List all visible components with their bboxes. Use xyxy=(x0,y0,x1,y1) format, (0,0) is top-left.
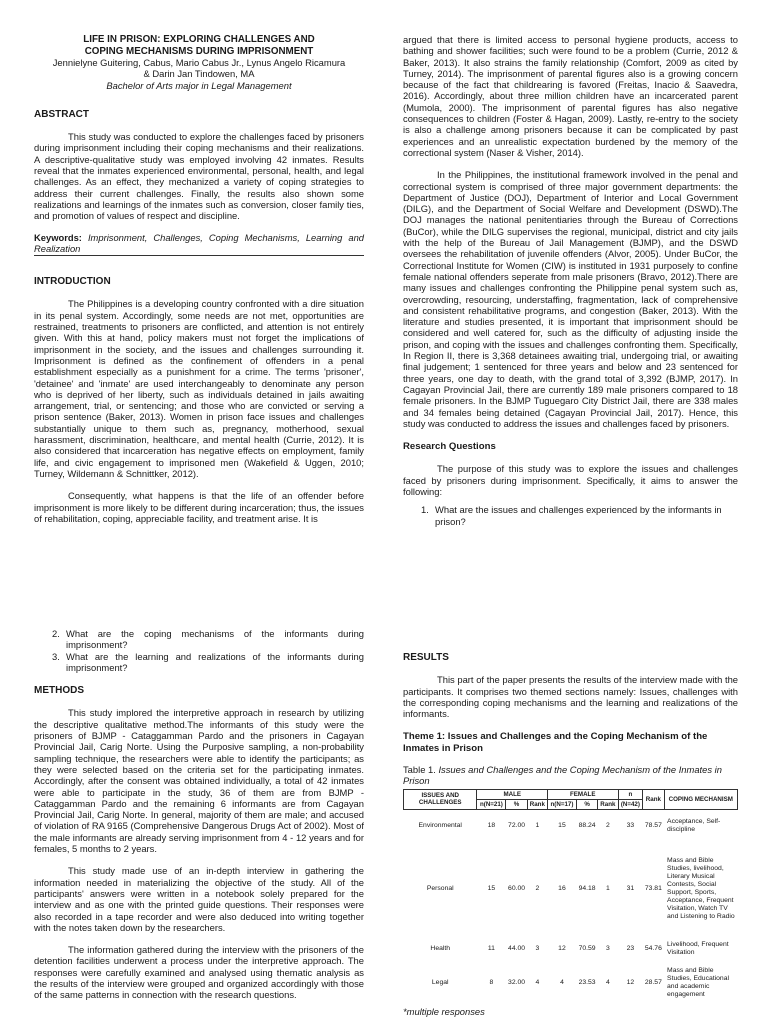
research-question-2-number: 2. xyxy=(52,628,60,639)
left-column-bottom xyxy=(34,628,364,1001)
cell-male-n: 11 xyxy=(487,945,495,953)
header-male-rank: Rank xyxy=(527,799,547,809)
header-rank: Rank xyxy=(643,789,664,809)
cell-rank: 54.76 xyxy=(644,945,662,953)
header-male-pct: % xyxy=(506,799,527,809)
cell-issue: Environmental xyxy=(418,822,462,830)
research-questions-intro: The purpose of this study was to explore the issues and challenges faced by prisoners during imprisonment. Specifically, it aims to answer the following: xyxy=(403,463,738,497)
cell-female-pct: 70.59 xyxy=(578,945,596,953)
cell-female-pct: 94.18 xyxy=(578,885,596,893)
cell-coping: Mass and Bible Studies, livelihood, Literary Musical Contests, Social Support, Sports, Acceptance, Frequent Visitation, Watch TV and Listening to Radio xyxy=(667,857,735,921)
results-heading: RESULTS xyxy=(403,652,449,663)
cell-female-n: 15 xyxy=(558,822,566,830)
cell-male-n: 18 xyxy=(487,822,496,830)
cell-male-rank: 1 xyxy=(535,822,540,830)
methods-paragraph-3: The information gathered during the interview with the prisoners of the detention facilities underwent a process under the interpretive approach. The responses were carefully examined and analysed using thematic analysis as the results of the interview were grouped and organized accordingly with those of the same patterns in connection with the research questions. xyxy=(34,944,364,1001)
research-question-3-text: What are the learning and realizations of the informants during imprisonment? xyxy=(66,650,364,673)
cell-male-rank: 3 xyxy=(535,945,540,953)
keywords-line xyxy=(34,232,364,255)
cell-male-n: 15 xyxy=(487,885,496,893)
cell-female-n: 16 xyxy=(558,885,566,893)
cell-female-pct: 88.24 xyxy=(578,822,596,830)
header-female-n: n(N=17) xyxy=(547,799,576,809)
cell-coping: Mass and Bible Studies, Educational and academic engagement xyxy=(667,967,729,999)
header-female: FEMALE xyxy=(547,789,618,799)
methods-heading: METHODS xyxy=(34,685,84,697)
cell-total-n: 33 xyxy=(626,822,635,830)
research-question-1-text: What are the issues and challenges experienced by the informants in prison? xyxy=(435,504,722,527)
header-male: MALE xyxy=(477,789,548,799)
cell-rank: 28.57 xyxy=(644,979,662,987)
table-1-caption-text: Issues and Challenges and the Coping Mechanism of the Inmates in Prison xyxy=(403,764,722,787)
cell-female-rank: 2 xyxy=(605,822,610,830)
cell-female-rank: 4 xyxy=(605,979,610,987)
table-row xyxy=(404,843,738,935)
introduction-heading: INTRODUCTION xyxy=(34,276,111,288)
header-total-n: (N=42) xyxy=(618,799,643,809)
table-row xyxy=(404,963,738,1003)
cell-male-pct: 32.00 xyxy=(508,979,526,987)
cell-male-pct: 44.00 xyxy=(508,945,526,953)
cell-female-rank: 3 xyxy=(605,945,610,953)
keywords-divider xyxy=(34,255,364,256)
table-footnote: *multiple responses xyxy=(403,1006,485,1018)
introduction-paragraph-1: The Philippines is a developing country confronted with a dire situation in its penal system. Accordingly, some needs are not met, opportunities are restrained, treatments to prisoners are conflicted, and attention is not entirely given. With this at hand, policy makers must not forget the implications of imprisonment in the society, and the issues and challenges surrounding it. Imprisonment is defined as the confinement of offenders in a penal establishment especially as a punishment for a crime. The terms 'prisoner', 'detainee' and 'inmate' are used interchangeably to denominate any person who is deprived of her liberty, such as individuals detained in jails awaiting arrangement, trial, or sentencing; and those who are convicted or serving a prison sentence (Baker, 2013). Women in prison face issues and challenges substantially unique to them such as, pregnancy, motherhood, sexual harassment, discrimination, healthcare, and mental health (Currie, 2012). It is also considered that incarceration has negative effects on employment, family life, and civic engagement to imprisoned men (Wakefield & Uggen, 2010; Turney, Wildemann & Schnittker, 2012). xyxy=(34,298,364,479)
cell-total-n: 23 xyxy=(626,945,635,953)
theme-1-heading: Theme 1: Issues and Challenges and the Coping Mechanism of the Inmates in Prison xyxy=(403,731,708,754)
right-paragraph-1: argued that there is limited access to personal hygiene products, access to bathing and shower facilities; such were found to be a problem (Currie, 2012 & Baker, 2013). It also strains the family relationship (Comfort, 2009 as cited by Turney, 2014). The imprisonment of parental figures also is a growing concern because of the fact that childrearing is favored (Freitas, Inacio & Saavedra, 2016). Accordingly, about three million children have an incarcerated parent (Mumola, 2000). The imprisonment of parental figures has also negative consequences to children (Foster & Hagan, 2009). Lastly, re-entry to the society is also a challenge among prisoners because it can be complicated by past experiences and an unrealistic expectation burdened by the memory of the correctional system (Naser & Visher, 2014). xyxy=(403,34,738,158)
table-1-label: Table 1. xyxy=(403,764,436,776)
table-1-caption xyxy=(403,764,738,787)
cell-female-n: 4 xyxy=(560,979,564,987)
paper-title-line-2: COPING MECHANISMS DURING IMPRISONMENT xyxy=(84,45,314,57)
keywords-label: Keywords: xyxy=(34,231,82,243)
research-question-2-text: What are the coping mechanisms of the informants during imprisonment? xyxy=(66,628,364,651)
cell-male-rank: 4 xyxy=(535,979,540,987)
author-affiliation: Bachelor of Arts major in Legal Management xyxy=(106,79,292,91)
abstract-text: This study was conducted to explore the challenges faced by prisoners during imprisonment including their coping mechanisms and their realizations. A descriptive-qualitative study was employed involving 42 inmates. Results reveal that the inmates experienced environmental, personal, health, and legal challenges. As an effect, they mechanized a variety of coping strategies to address their current challenges. Finally, the results also shown some realizations and learnings of the inmates such as conversion, closer family ties, and promotion of values of respect and discipline. xyxy=(34,131,364,222)
cell-total-n: 31 xyxy=(626,885,635,893)
cell-issue: Personal xyxy=(426,885,454,893)
research-question-1-number: 1. xyxy=(421,504,429,516)
research-question-2 xyxy=(52,628,364,651)
cell-coping: Livelihood, Frequent Visitation xyxy=(667,941,729,957)
cell-total-n: 12 xyxy=(626,979,635,987)
authors-line-1: Jennielyne Guitering, Cabus, Mario Cabus Jr., Lynus Angelo Ricamura xyxy=(52,57,346,68)
table-row xyxy=(404,809,738,843)
keywords-text: Imprisonment, Challenges, Coping Mechanisms, Learning and Realization xyxy=(34,231,364,254)
right-paragraph-2: In the Philippines, the institutional framework involved in the penal and correctional system is comprised of three major government departments: the Department of Justice (DOJ), Department of Interior and Local Government (DILG), and the Department of Social Welfare and Development (DSWD).The DOJ manages the national penitentiaries through the Bureau of Corrections (BuCor), while the DILG supervises the regional, municipal, district and city jails with the help of the Bureau of Jail Management (BJMP), and the DSWD oversees the rehabilitation of juvenile offenders (Alvor, 2005). Under BuCor, the Correctional Institute for Women (CIW) is instituted in 1931 purposely to confine female national offenders seperate from male prisoners (Bravo, 2012).There are many issues and challenges confronting the Philippine penal system such as, overcrowding, resourcing, understaffing, fragmentation, lack of comprehensive and consistent rehabilitative programs, and congestion (Baker, 2013). With the literature and studies presented, it is important that imprisonment should be considered and well catered for, such as the difficulty of adjusting inside the prison, and coping with the issues and challenges confronting them. Specifically, In Region II, there is 3,368 detainees awaiting trial, undergoing trial, or awaiting final judgement; 1 sentenced for three years and below and 23 sentenced for three years, one day to death, with the grand total of 3,392 (BJMP, 2017). In Cagayan Provincial Jail, there are currently 189 male prisoners compared to 18 female prisoners. In the BJMP Tuguegaro City District Jail, there are 338 males and 34 females being detained (Cagayan Provincial Jail, 2017). Hence, this study was conducted to address the issues and challenges faced by prisoners. xyxy=(403,169,738,429)
paper-authors xyxy=(34,57,364,91)
research-question-3 xyxy=(52,651,364,674)
cell-male-n: 8 xyxy=(489,979,494,987)
cell-male-pct: 72.00 xyxy=(508,822,526,830)
methods-paragraph-1: This study implored the interpretive approach in research by utilizing the descriptive qualitative method.The informants of this study were the prisoners of BJMP - Cataggamman Pardo and the prisoners in Cagayan Provincial Jail, Carig Norte. Using the Purposive sampling, a non-probability sampling technique, the researchers were able to identify the participants; as they were selected based on the criteria set for the participating inmates. Accordingly, after the consent was obtained individually, a total of 42 inmates were able to participate in the study, 36 of them are from BJMP - Cataggamman Pardo and the remaining 6 informants are from Cagayan Provincial Jail, Carig Norte. In general, majority of them are male; and accused of violation of RA 9165 (Comprehensive Dangerous Drugs Act of 2002). Most of the male informants are already serving imprisonment from 4 - 12 years and for females, 5 months to 2 years. xyxy=(34,707,364,855)
issues-challenges-table xyxy=(403,789,738,1004)
left-column-top xyxy=(34,34,364,524)
header-n: n xyxy=(618,789,643,799)
research-question-1 xyxy=(421,504,738,527)
cell-rank: 78.57 xyxy=(644,822,662,830)
methods-paragraph-2: This study made use of an in-depth interview in gathering the information needed in materializing the objective of the study. All of the participants' answers were written in a notebook solely prepared for the interview and as one with the printed guide questions. Their responses were also recorded in a tape recorder and were also deduced into writing together with the notes taken down by the researchers. xyxy=(34,865,364,933)
header-male-n: n(N=21) xyxy=(477,799,506,809)
cell-issue: Legal xyxy=(431,979,449,987)
abstract-heading: ABSTRACT xyxy=(34,108,89,120)
table-row xyxy=(404,935,738,963)
cell-male-pct: 60.00 xyxy=(508,885,526,893)
cell-issue: Health xyxy=(430,945,451,953)
right-column-top xyxy=(403,34,738,527)
paper-title xyxy=(34,34,364,57)
header-coping: COPING MECHANISM xyxy=(664,789,737,809)
cell-female-pct: 23.53 xyxy=(578,979,596,987)
right-column-bottom xyxy=(403,652,738,1017)
header-female-pct: % xyxy=(576,799,597,809)
header-issues: ISSUES AND CHALLENGES xyxy=(404,789,477,809)
paper-title-line-1: LIFE IN PRISON: EXPLORING CHALLENGES AND xyxy=(83,34,315,45)
cell-female-rank: 1 xyxy=(605,885,610,893)
cell-coping: Acceptance, Self-discipline xyxy=(667,818,721,834)
research-questions-heading: Research Questions xyxy=(403,441,496,453)
introduction-paragraph-2: Consequently, what happens is that the life of an offender before imprisonment is more likely to be different during incarceration; thus, the issues of rehabilitation, coping, appreciable facility, and treatment arise. It is xyxy=(34,490,364,524)
cell-rank: 73.81 xyxy=(644,885,662,893)
authors-line-2: & Darin Jan Tindowen, MA xyxy=(143,68,255,80)
research-question-3-number: 3. xyxy=(52,650,60,662)
cell-male-rank: 2 xyxy=(535,885,540,893)
results-paragraph: This part of the paper presents the results of the interview made with the participants. It comprises two themed sections namely: Issues, challenges with the corresponding coping mechanisms and the learning and realizations of the informants. xyxy=(403,674,738,720)
cell-female-n: 12 xyxy=(558,945,566,953)
header-female-rank: Rank xyxy=(598,799,618,809)
